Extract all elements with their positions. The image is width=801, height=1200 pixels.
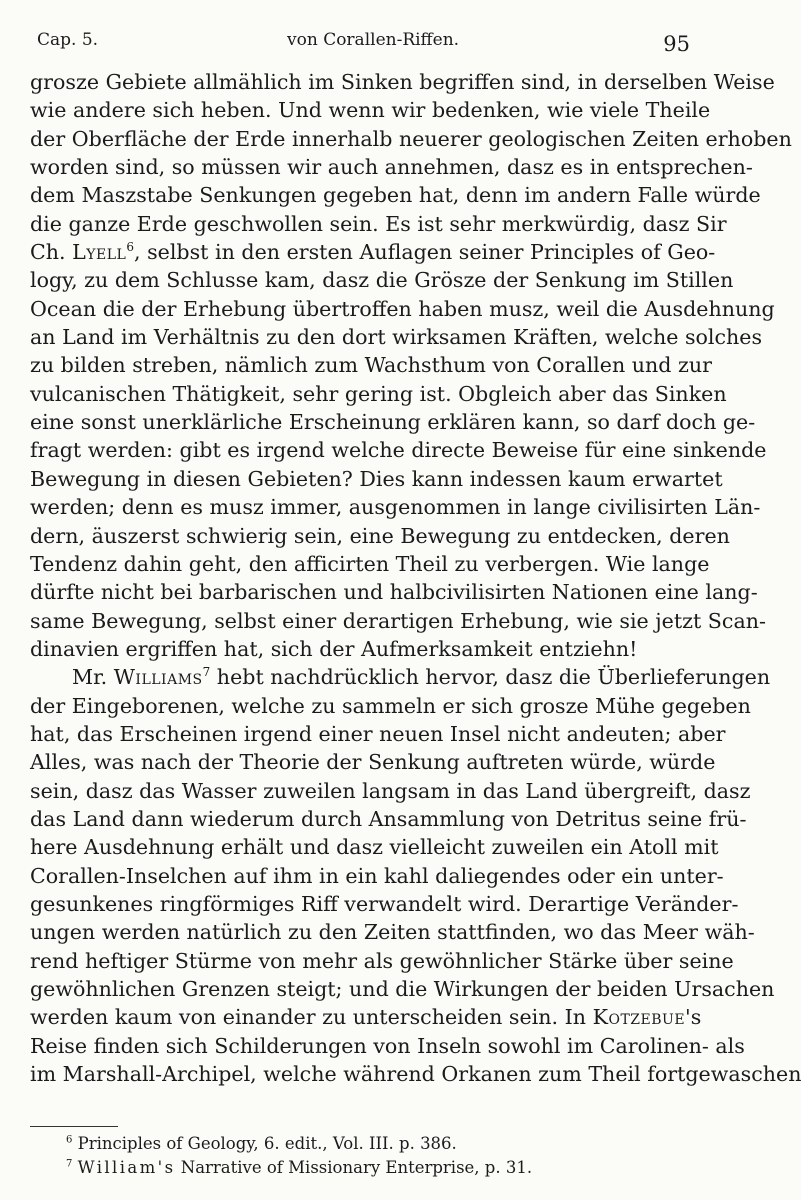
- text-line: same Bewegung, selbst einer derartigen Erhebung, wie sie jetzt Scan-: [30, 608, 766, 633]
- text-line: fragt werden: gibt es irgend welche directe Beweise für eine sinkende: [30, 438, 767, 463]
- text-segment: werden kaum von einander zu unterscheiden sein. In: [30, 1005, 593, 1030]
- text-line: der Eingeborenen, welche zu sammeln er sich grosze Mühe gegeben: [30, 693, 751, 718]
- text-line: Corallen-Inselchen auf ihm in ein kahl daliegendes oder ein unter-: [30, 863, 724, 888]
- running-title: von Corallen-Riffen.: [287, 30, 460, 50]
- text-line: der Oberfläche der Erde innerhalb neuerer geologischen Zeiten erhoben: [30, 126, 792, 151]
- text-line: gewöhnlichen Grenzen steigt; und die Wirkungen der beiden Ursachen: [30, 977, 775, 1001]
- footnote-author: William's: [77, 1158, 176, 1177]
- text-line: eine sonst unerklärliche Erscheinung erklären kann, so darf doch ge-: [30, 410, 756, 435]
- text-line: dern, äuszerst schwierig sein, eine Bewegung zu entdecken, deren: [30, 523, 730, 548]
- text-segment: Mr.: [72, 665, 114, 690]
- footnotes: [66, 1132, 686, 1180]
- text-line: dürfte nicht bei barbarischen und halbcivilisirten Nationen eine lang-: [30, 580, 758, 605]
- running-header: [37, 30, 690, 64]
- footnote-ref[interactable]: 6: [126, 240, 134, 255]
- text-line: die ganze Erde geschwollen sein. Es ist sehr merkwürdig, dasz Sir: [30, 211, 727, 236]
- footnote-text: Narrative of Missionary Enterprise, p. 31.: [180, 1158, 533, 1177]
- text-line: Bewegung in diesen Gebieten? Dies kann indessen kaum erwartet: [30, 466, 723, 491]
- footnote-ref[interactable]: 7: [202, 665, 211, 680]
- text-line: rend heftiger Stürme von mehr als gewöhnlicher Stärke über seine: [30, 948, 734, 973]
- paragraph-1: [30, 68, 792, 663]
- text-line: here Ausdehnung erhält und dasz vielleicht zuweilen ein Atoll mit: [30, 835, 719, 860]
- text-line: grosze Gebiete allmählich im Sinken begriffen sind, in derselben Weise: [30, 70, 775, 94]
- text-line: dem Maszstabe Senkungen gegeben hat, denn im andern Falle würde: [30, 183, 761, 208]
- body-text: [30, 68, 801, 1088]
- text-line: wie andere sich heben. Und wenn wir bedenken, wie viele Theile: [30, 98, 711, 123]
- footnote-number: 6: [66, 1134, 73, 1146]
- text-line: an Land im Verhältnis zu den dort wirksamen Kräften, welche solches: [30, 325, 763, 350]
- text-line: hat, das Erscheinen irgend einer neuen Insel nicht andeuten; aber: [30, 721, 726, 746]
- footnote-text: Principles of Geology, 6. edit., Vol. III. p. 386.: [77, 1134, 457, 1153]
- footnote-number: 7: [66, 1158, 73, 1170]
- text-line: [30, 1003, 702, 1031]
- text-line: Alles, was nach der Theorie der Senkung auftreten würde, würde: [30, 750, 716, 775]
- text-segment: hebt nachdrücklich hervor, dasz die Überlieferungen: [210, 665, 771, 690]
- text-line: gesunkenes ringförmiges Riff verwandelt wird. Derartige Veränder-: [30, 891, 739, 916]
- text-line: das Land dann wiederum durch Ansammlung von Detritus seine frü-: [30, 806, 747, 831]
- text-segment: Ch.: [30, 240, 73, 265]
- footnote-7: [66, 1156, 686, 1180]
- text-line: Reise finden sich Schilderungen von Inseln sowohl im Carolinen- als: [30, 1033, 745, 1058]
- footnote-rule: [30, 1126, 118, 1127]
- text-line: im Marshall-Archipel, welche während Orkanen zum Theil fortgewaschen: [30, 1062, 801, 1087]
- text-segment: 's: [685, 1005, 702, 1030]
- text-line: vulcanischen Thätigkeit, sehr gering ist. Obgleich aber das Sinken: [30, 381, 727, 406]
- text-line: worden sind, so müssen wir auch annehmen, dasz es in entsprechen-: [30, 155, 753, 180]
- text-line: dinavien ergriffen hat, sich der Aufmerksamkeit entziehn!: [30, 636, 638, 661]
- text-line: [30, 663, 771, 691]
- paragraph-2: [30, 663, 801, 1088]
- author-name: Lyell: [72, 240, 127, 265]
- text-line: Ocean die der Erhebung übertroffen haben musz, weil die Ausdehnung: [30, 296, 775, 321]
- author-name: Kotzebue: [592, 1005, 686, 1030]
- text-segment: , selbst in den ersten Auflagen seiner Principles of Geo-: [134, 240, 716, 265]
- text-line: sein, dasz das Wasser zuweilen langsam in das Land übergreift, dasz: [30, 778, 751, 803]
- text-line: [30, 238, 716, 266]
- footnote-6: [66, 1132, 686, 1156]
- page-number: 95: [663, 32, 690, 56]
- text-line: logy, zu dem Schlusse kam, dasz die Grösze der Senkung im Stillen: [30, 268, 734, 293]
- text-line: werden; denn es musz immer, ausgenommen in lange civilisirten Län-: [30, 495, 761, 520]
- chapter-label: Cap. 5.: [37, 30, 99, 50]
- author-name: Williams: [113, 665, 203, 690]
- text-line: zu bilden streben, nämlich zum Wachsthum von Corallen und zur: [30, 353, 712, 378]
- text-line: ungen werden natürlich zu den Zeiten stattfinden, wo das Meer wäh-: [30, 920, 755, 945]
- text-line: Tendenz dahin geht, den afficirten Theil zu verbergen. Wie lange: [30, 551, 710, 576]
